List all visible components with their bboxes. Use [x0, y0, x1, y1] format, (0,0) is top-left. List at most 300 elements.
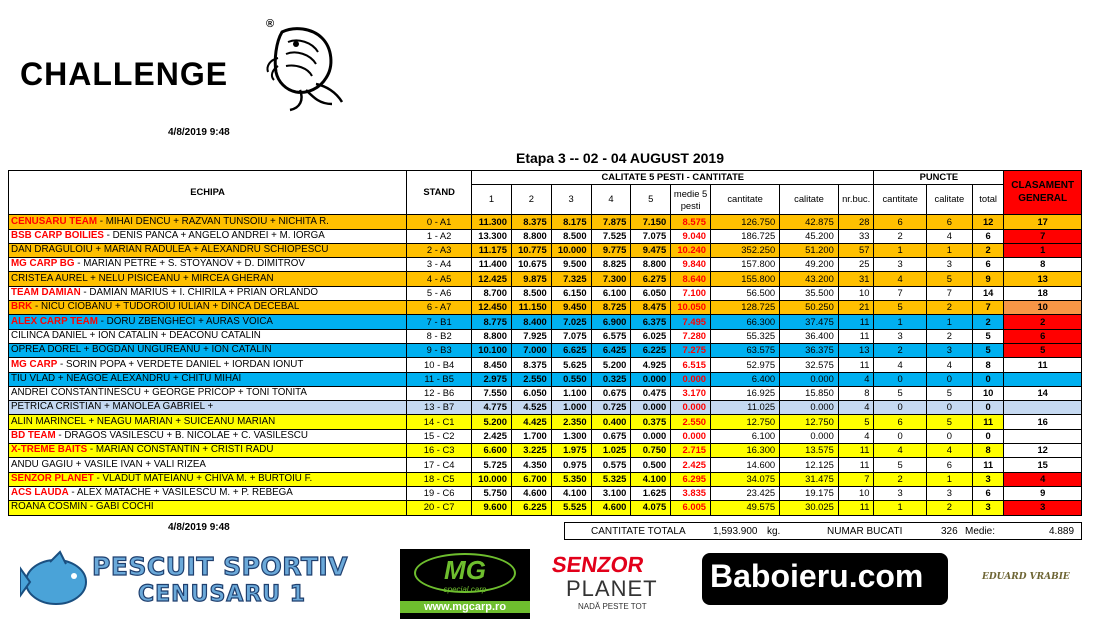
fish-weight-4: 3.100 — [591, 486, 631, 500]
puncte-total-cell: 10 — [972, 386, 1003, 400]
cantitate-cell: 186.725 — [711, 229, 780, 243]
clasament-cell: 7 — [1004, 229, 1082, 243]
puncte-cantitate-cell: 5 — [874, 301, 926, 315]
clasament-cell: 12 — [1004, 444, 1082, 458]
fish-weight-4: 5.325 — [591, 472, 631, 486]
puncte-total-cell: 6 — [972, 486, 1003, 500]
sponsor-pescuit-sportiv — [20, 548, 370, 614]
cantitate-cell: 6.100 — [711, 429, 780, 443]
fish-weight-3: 10.000 — [551, 243, 591, 257]
fish-weight-2: 10.775 — [511, 243, 551, 257]
fish-weight-3: 1.300 — [551, 429, 591, 443]
team-name: ALEX CARP TEAM — [11, 315, 98, 327]
puncte-calitate-cell: 2 — [926, 329, 972, 343]
table-row — [9, 444, 1082, 458]
calitate-cell: 15.850 — [780, 386, 839, 400]
calitate-cell: 37.475 — [780, 315, 839, 329]
team-cell — [9, 458, 407, 472]
fish-weight-1: 2.975 — [472, 372, 512, 386]
team-cell — [9, 215, 407, 229]
cantitate-cell: 6.400 — [711, 372, 780, 386]
header-fish-3: 3 — [551, 185, 591, 215]
puncte-total-cell: 6 — [972, 229, 1003, 243]
senzor-tagline: NADĂ PESTE TOT — [578, 602, 647, 611]
puncte-total-cell: 11 — [972, 458, 1003, 472]
stand-cell: 1 - A2 — [407, 229, 472, 243]
challenge-logo — [20, 18, 340, 110]
piece-count-label: NUMAR BUCATI — [827, 526, 903, 537]
team-name: X-TREME BAITS — [11, 444, 88, 456]
fish-weight-2: 2.550 — [511, 372, 551, 386]
clasament-cell: 8 — [1004, 258, 1082, 272]
fish-weight-2: 4.600 — [511, 486, 551, 500]
table-row — [9, 372, 1082, 386]
average-value: 4.889 — [1049, 526, 1075, 537]
fish-weight-1: 11.175 — [472, 243, 512, 257]
team-cell — [9, 401, 407, 415]
header-puncte-cantitate: cantitate — [874, 185, 926, 215]
team-members: - DORU ZBENGHECI + AURAS VOICA — [97, 315, 273, 327]
table-row — [9, 315, 1082, 329]
team-cell — [9, 358, 407, 372]
table-row — [9, 486, 1082, 500]
cantitate-cell: 23.425 — [711, 486, 780, 500]
team-name: CENUSARU TEAM — [11, 215, 97, 227]
puncte-total-cell: 3 — [972, 501, 1003, 515]
sponsor-baboieru — [702, 553, 948, 605]
fish-weight-2: 1.700 — [511, 429, 551, 443]
table-row — [9, 401, 1082, 415]
clasament-cell: 6 — [1004, 329, 1082, 343]
stand-cell: 3 - A4 — [407, 258, 472, 272]
fish-weight-3: 4.100 — [551, 486, 591, 500]
team-cell — [9, 386, 407, 400]
calitate-cell: 35.500 — [780, 286, 839, 300]
nr-buc-cell: 13 — [838, 343, 874, 357]
medie-cell: 0.000 — [671, 372, 711, 386]
team-members: - SORIN POPA + VERDETE DANIEL + IORDAN IONUT — [57, 358, 304, 370]
medie-cell: 6.515 — [671, 358, 711, 372]
fish-weight-4: 0.725 — [591, 401, 631, 415]
fish-weight-2: 4.350 — [511, 458, 551, 472]
nr-buc-cell: 10 — [838, 486, 874, 500]
cantitate-cell: 352.250 — [711, 243, 780, 257]
fish-weight-4: 7.875 — [591, 215, 631, 229]
clasament-cell: 9 — [1004, 486, 1082, 500]
table-row — [9, 415, 1082, 429]
fish-weight-1: 10.000 — [472, 472, 512, 486]
stand-cell: 8 - B2 — [407, 329, 472, 343]
puncte-total-cell: 0 — [972, 372, 1003, 386]
puncte-total-cell: 5 — [972, 343, 1003, 357]
medie-cell: 10.240 — [671, 243, 711, 257]
timestamp-bottom: 4/8/2019 9:48 — [168, 522, 230, 533]
total-quantity-label: CANTITATE TOTALA — [591, 526, 686, 537]
puncte-cantitate-cell: 6 — [874, 415, 926, 429]
nr-buc-cell: 4 — [838, 372, 874, 386]
calitate-cell: 12.125 — [780, 458, 839, 472]
fish-weight-4: 0.325 — [591, 372, 631, 386]
totals-box — [564, 522, 1082, 540]
puncte-cantitate-cell: 6 — [874, 215, 926, 229]
team-cell — [9, 243, 407, 257]
team-name: SENZOR PLANET — [11, 472, 94, 484]
table-row — [9, 215, 1082, 229]
fish-weight-2: 4.425 — [511, 415, 551, 429]
clasament-cell: 13 — [1004, 272, 1082, 286]
calitate-cell: 30.025 — [780, 501, 839, 515]
fish-weight-5: 0.000 — [631, 372, 671, 386]
puncte-cantitate-cell: 1 — [874, 501, 926, 515]
signature-eduard-vrabie: EDUARD VRABIE — [982, 572, 1070, 582]
team-name: MG CARP BG — [11, 258, 75, 270]
nr-buc-cell: 25 — [838, 258, 874, 272]
calitate-cell: 12.750 — [780, 415, 839, 429]
team-members: - MARIAN CONSTANTIN + CRISTI RADU — [87, 444, 274, 456]
medie-cell: 2.425 — [671, 458, 711, 472]
fish-weight-2: 10.675 — [511, 258, 551, 272]
cantitate-cell: 157.800 — [711, 258, 780, 272]
team-cell — [9, 372, 407, 386]
fish-weight-3: 5.525 — [551, 501, 591, 515]
table-row — [9, 501, 1082, 515]
table-row — [9, 229, 1082, 243]
team-cell — [9, 272, 407, 286]
fish-weight-3: 1.000 — [551, 401, 591, 415]
calitate-cell: 36.400 — [780, 329, 839, 343]
fish-weight-1: 4.775 — [472, 401, 512, 415]
puncte-calitate-cell: 5 — [926, 386, 972, 400]
mg-logo-text: MG — [444, 555, 486, 585]
cantitate-cell: 55.325 — [711, 329, 780, 343]
team-cell — [9, 415, 407, 429]
fish-weight-3: 2.350 — [551, 415, 591, 429]
stand-cell: 20 - C7 — [407, 501, 472, 515]
mg-url: www.mgcarp.ro — [400, 601, 530, 613]
puncte-calitate-cell: 3 — [926, 258, 972, 272]
stand-cell: 0 - A1 — [407, 215, 472, 229]
fish-weight-3: 5.350 — [551, 472, 591, 486]
puncte-total-cell: 14 — [972, 286, 1003, 300]
team-members: DAN DRAGULOIU + MARIAN RADULEA + ALEXANDRU SCHIOPESCU — [11, 244, 329, 256]
medie-cell: 0.000 — [671, 429, 711, 443]
header-puncte-total: total — [972, 185, 1003, 215]
puncte-cantitate-cell: 2 — [874, 472, 926, 486]
team-cell — [9, 472, 407, 486]
sponsor-senzor-planet — [552, 548, 692, 614]
fish-weight-1: 5.725 — [472, 458, 512, 472]
cantitate-cell: 12.750 — [711, 415, 780, 429]
fish-weight-2: 8.500 — [511, 286, 551, 300]
team-cell — [9, 444, 407, 458]
team-members: ANDU GAGIU + VASILE IVAN + VALI RIZEA — [11, 458, 206, 470]
fish-weight-2: 6.700 — [511, 472, 551, 486]
medie-cell: 7.100 — [671, 286, 711, 300]
puncte-calitate-cell: 2 — [926, 501, 972, 515]
logo-text: CHALLENGE — [20, 56, 229, 92]
cantitate-cell: 66.300 — [711, 315, 780, 329]
clasament-cell: 2 — [1004, 315, 1082, 329]
table-row — [9, 343, 1082, 357]
table-row — [9, 386, 1082, 400]
stand-cell: 18 - C5 — [407, 472, 472, 486]
nr-buc-cell: 31 — [838, 272, 874, 286]
header-fish-5: 5 — [631, 185, 671, 215]
puncte-cantitate-cell: 5 — [874, 458, 926, 472]
team-members: - ALEX MATACHE + VASILESCU M. + P. REBEGA — [68, 487, 293, 499]
stand-cell: 4 - A5 — [407, 272, 472, 286]
header-stand: STAND — [407, 171, 472, 215]
fish-weight-5: 4.100 — [631, 472, 671, 486]
fish-weight-3: 5.625 — [551, 358, 591, 372]
fish-weight-2: 6.225 — [511, 501, 551, 515]
page-title: Etapa 3 -- 02 - 04 AUGUST 2019 — [515, 150, 724, 166]
calitate-cell: 42.875 — [780, 215, 839, 229]
calitate-cell: 19.175 — [780, 486, 839, 500]
fish-weight-5: 0.000 — [631, 429, 671, 443]
puncte-total-cell: 6 — [972, 258, 1003, 272]
fish-weight-4: 6.100 — [591, 286, 631, 300]
cantitate-cell: 128.725 — [711, 301, 780, 315]
medie-cell: 8.640 — [671, 272, 711, 286]
calitate-cell: 13.575 — [780, 444, 839, 458]
team-members: ROANA COSMIN - GABI COCHI — [11, 501, 154, 513]
calitate-cell: 36.375 — [780, 343, 839, 357]
stand-cell: 13 - B7 — [407, 401, 472, 415]
team-members: ANDREI CONSTANTINESCU + GEORGE PRICOP + TONI TONITA — [11, 387, 307, 399]
team-members: OPREA DOREL + BOGDAN UNGUREANU + ION CATALIN — [11, 344, 272, 356]
nr-buc-cell: 11 — [838, 358, 874, 372]
fish-weight-4: 1.025 — [591, 444, 631, 458]
fish-weight-1: 10.100 — [472, 343, 512, 357]
cantitate-cell: 56.500 — [711, 286, 780, 300]
puncte-calitate-cell: 3 — [926, 486, 972, 500]
fish-weight-1: 6.600 — [472, 444, 512, 458]
clasament-cell: 16 — [1004, 415, 1082, 429]
fish-weight-2: 3.225 — [511, 444, 551, 458]
calitate-cell: 50.250 — [780, 301, 839, 315]
cantitate-cell: 63.575 — [711, 343, 780, 357]
clasament-cell — [1004, 372, 1082, 386]
fish-weight-1: 8.700 — [472, 286, 512, 300]
team-members: - MIHAI DENCU + RAZVAN TUNSOIU + NICHITA R. — [97, 215, 329, 227]
team-name: BSB CARP BOILIES — [11, 229, 104, 241]
table-row — [9, 243, 1082, 257]
senzor-text: SENZOR — [550, 552, 646, 577]
cantitate-cell: 34.075 — [711, 472, 780, 486]
puncte-cantitate-cell: 5 — [874, 386, 926, 400]
mg-subtitle: special carp — [443, 585, 487, 594]
fish-weight-2: 8.375 — [511, 358, 551, 372]
fish-weight-3: 7.325 — [551, 272, 591, 286]
puncte-calitate-cell: 5 — [926, 415, 972, 429]
fish-weight-5: 6.025 — [631, 329, 671, 343]
medie-cell: 6.295 — [671, 472, 711, 486]
team-cell — [9, 258, 407, 272]
nr-buc-cell: 11 — [838, 458, 874, 472]
puncte-cantitate-cell: 7 — [874, 286, 926, 300]
puncte-cantitate-cell: 1 — [874, 243, 926, 257]
fish-weight-5: 9.475 — [631, 243, 671, 257]
puncte-total-cell: 9 — [972, 272, 1003, 286]
fish-weight-5: 7.075 — [631, 229, 671, 243]
header-calitate: calitate — [780, 185, 839, 215]
results-body — [9, 215, 1082, 515]
team-members: CRISTEA AUREL + NELU PISICEANU + MIRCEA GHERAN — [11, 272, 274, 284]
registered-mark: ® — [266, 18, 275, 30]
team-cell — [9, 486, 407, 500]
fish-weight-2: 8.800 — [511, 229, 551, 243]
fish-weight-1: 12.450 — [472, 301, 512, 315]
stand-cell: 10 - B4 — [407, 358, 472, 372]
puncte-total-cell: 2 — [972, 243, 1003, 257]
puncte-total-cell: 7 — [972, 301, 1003, 315]
calitate-cell: 31.475 — [780, 472, 839, 486]
header-puncte-group: PUNCTE — [874, 171, 1004, 185]
fish-weight-3: 7.075 — [551, 329, 591, 343]
table-row — [9, 472, 1082, 486]
fish-mascot-icon — [20, 548, 90, 614]
fish-weight-2: 11.150 — [511, 301, 551, 315]
table-row — [9, 286, 1082, 300]
fish-weight-1: 8.775 — [472, 315, 512, 329]
carp-icon — [260, 20, 350, 112]
clasament-cell: 3 — [1004, 501, 1082, 515]
cantitate-cell: 16.925 — [711, 386, 780, 400]
header-nrbuc: nr.buc. — [838, 185, 874, 215]
nr-buc-cell: 21 — [838, 301, 874, 315]
team-cell — [9, 329, 407, 343]
fish-weight-4: 0.400 — [591, 415, 631, 429]
puncte-total-cell: 11 — [972, 415, 1003, 429]
team-members: - DRAGOS VASILESCU + B. NICOLAE + C. VASILESCU — [55, 430, 308, 441]
stand-cell: 2 - A3 — [407, 243, 472, 257]
fish-weight-5: 0.375 — [631, 415, 671, 429]
puncte-cantitate-cell: 0 — [874, 429, 926, 443]
nr-buc-cell: 11 — [838, 444, 874, 458]
fish-weight-5: 6.225 — [631, 343, 671, 357]
fish-weight-2: 6.050 — [511, 386, 551, 400]
clasament-cell: 15 — [1004, 458, 1082, 472]
pescuit-line2: CENUSARU 1 — [138, 582, 307, 607]
team-cell — [9, 343, 407, 357]
puncte-calitate-cell: 0 — [926, 401, 972, 415]
stand-cell: 11 - B5 — [407, 372, 472, 386]
medie-cell: 6.005 — [671, 501, 711, 515]
puncte-cantitate-cell: 1 — [874, 315, 926, 329]
puncte-total-cell: 8 — [972, 358, 1003, 372]
cantitate-cell: 16.300 — [711, 444, 780, 458]
stand-cell: 19 - C6 — [407, 486, 472, 500]
team-members: TIU VLAD + NEAGOE ALEXANDRU + CHITU MIHAI — [11, 372, 242, 384]
medie-cell: 10.050 — [671, 301, 711, 315]
total-quantity-unit: kg. — [767, 526, 781, 537]
fish-weight-5: 6.275 — [631, 272, 671, 286]
nr-buc-cell: 11 — [838, 501, 874, 515]
medie-cell: 3.170 — [671, 386, 711, 400]
medie-cell: 2.715 — [671, 444, 711, 458]
puncte-calitate-cell: 5 — [926, 272, 972, 286]
fish-weight-4: 6.575 — [591, 329, 631, 343]
table-row — [9, 329, 1082, 343]
fish-weight-4: 4.600 — [591, 501, 631, 515]
fish-weight-3: 0.975 — [551, 458, 591, 472]
fish-weight-3: 8.175 — [551, 215, 591, 229]
header-cantitate: cantitate — [711, 185, 780, 215]
calitate-cell: 0.000 — [780, 401, 839, 415]
puncte-calitate-cell: 0 — [926, 429, 972, 443]
puncte-calitate-cell: 4 — [926, 358, 972, 372]
stand-cell: 17 - C4 — [407, 458, 472, 472]
fish-weight-1: 8.800 — [472, 329, 512, 343]
clasament-cell: 18 — [1004, 286, 1082, 300]
stand-cell: 12 - B6 — [407, 386, 472, 400]
team-cell — [9, 286, 407, 300]
fish-weight-4: 6.900 — [591, 315, 631, 329]
header-puncte-calitate: calitate — [926, 185, 972, 215]
medie-cell: 3.835 — [671, 486, 711, 500]
team-name: BD TEAM — [11, 430, 56, 441]
clasament-cell: 17 — [1004, 215, 1082, 229]
fish-weight-5: 7.150 — [631, 215, 671, 229]
clasament-cell: 5 — [1004, 343, 1082, 357]
stand-cell: 7 - B1 — [407, 315, 472, 329]
nr-buc-cell: 5 — [838, 415, 874, 429]
medie-cell: 7.495 — [671, 315, 711, 329]
nr-buc-cell: 11 — [838, 329, 874, 343]
clasament-cell: 10 — [1004, 301, 1082, 315]
stand-cell: 9 - B3 — [407, 343, 472, 357]
header-fish-2: 2 — [511, 185, 551, 215]
fish-weight-5: 6.050 — [631, 286, 671, 300]
stand-cell: 16 - C3 — [407, 444, 472, 458]
puncte-calitate-cell: 2 — [926, 301, 972, 315]
fish-weight-1: 5.200 — [472, 415, 512, 429]
puncte-total-cell: 12 — [972, 215, 1003, 229]
medie-cell: 8.575 — [671, 215, 711, 229]
calitate-cell: 32.575 — [780, 358, 839, 372]
nr-buc-cell: 10 — [838, 286, 874, 300]
stand-cell: 6 - A7 — [407, 301, 472, 315]
fish-weight-3: 1.100 — [551, 386, 591, 400]
header-medie: medie 5 pesti — [671, 185, 711, 215]
team-name: MG CARP — [11, 358, 58, 370]
fish-weight-4: 6.425 — [591, 343, 631, 357]
nr-buc-cell: 11 — [838, 315, 874, 329]
nr-buc-cell: 4 — [838, 429, 874, 443]
clasament-cell: 14 — [1004, 386, 1082, 400]
fish-weight-4: 5.200 — [591, 358, 631, 372]
fish-weight-1: 9.600 — [472, 501, 512, 515]
fish-weight-4: 0.575 — [591, 458, 631, 472]
fish-weight-3: 0.550 — [551, 372, 591, 386]
fish-weight-1: 13.300 — [472, 229, 512, 243]
fish-weight-2: 9.875 — [511, 272, 551, 286]
stand-cell: 14 - C1 — [407, 415, 472, 429]
fish-weight-2: 7.000 — [511, 343, 551, 357]
medie-cell: 9.040 — [671, 229, 711, 243]
total-quantity-value: 1,593.900 — [713, 526, 758, 537]
header-clasament: CLASAMENT GENERAL — [1004, 171, 1082, 215]
puncte-total-cell: 3 — [972, 472, 1003, 486]
puncte-cantitate-cell: 4 — [874, 444, 926, 458]
nr-buc-cell: 4 — [838, 401, 874, 415]
cantitate-cell: 49.575 — [711, 501, 780, 515]
team-cell — [9, 501, 407, 515]
team-cell — [9, 301, 407, 315]
puncte-cantitate-cell: 3 — [874, 486, 926, 500]
puncte-cantitate-cell: 0 — [874, 401, 926, 415]
